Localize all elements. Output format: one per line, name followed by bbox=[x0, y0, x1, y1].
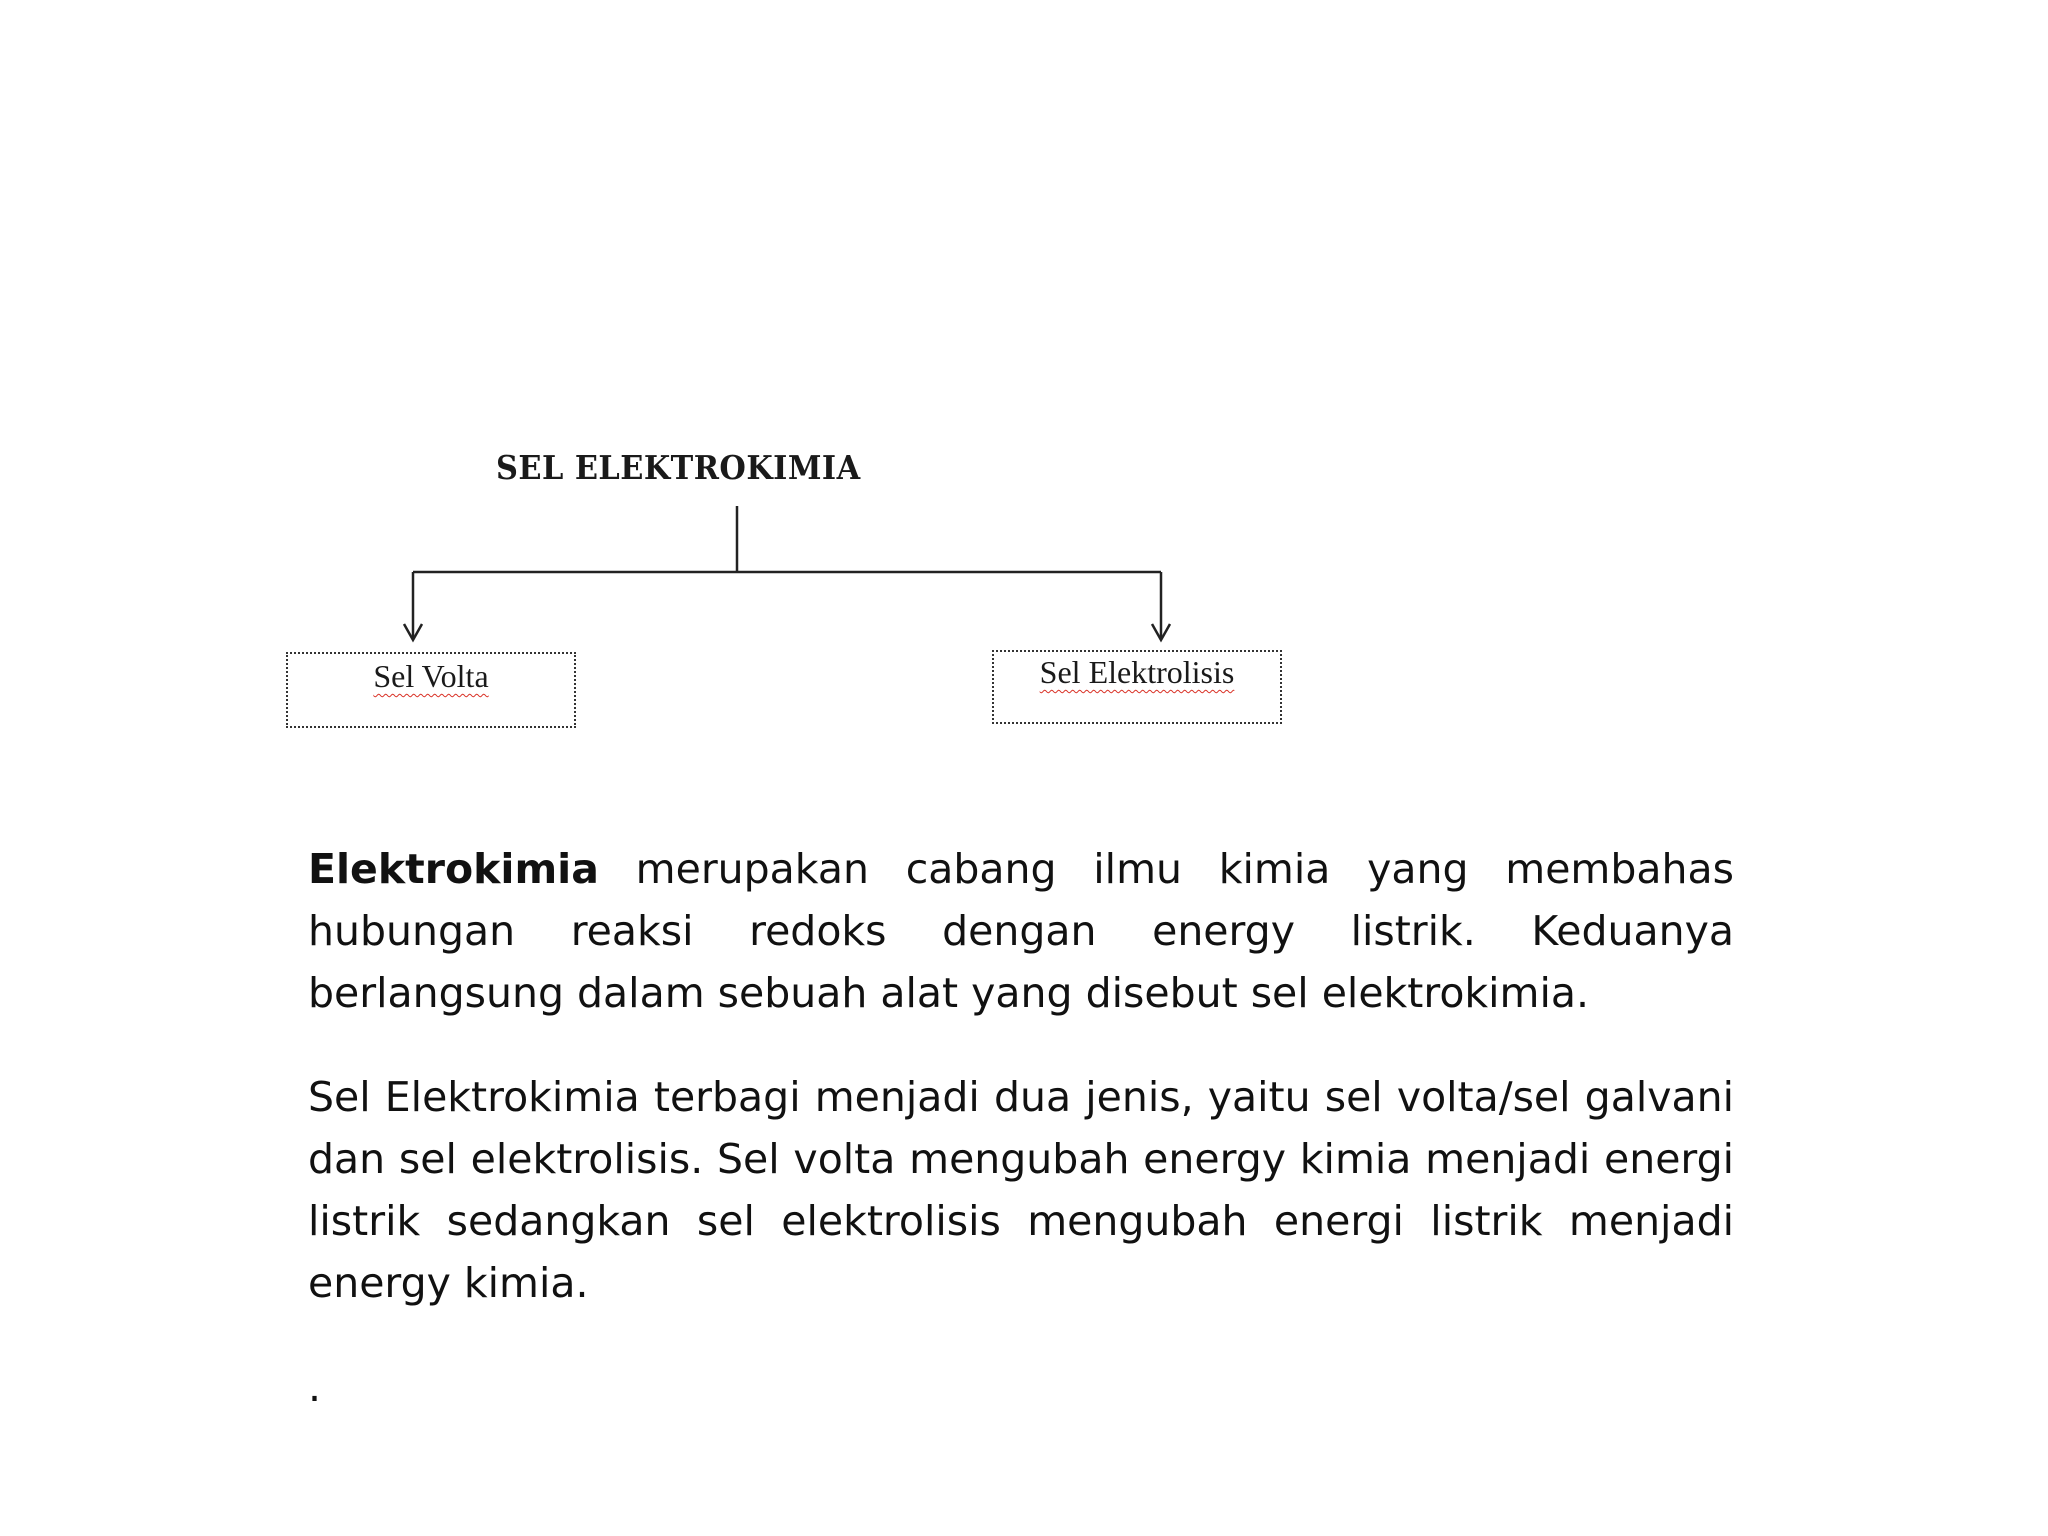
node-sel-elektrolisis bbox=[992, 650, 1282, 724]
paragraph-definition bbox=[308, 838, 1734, 1024]
term-elektrokimia: Elektrokimia bbox=[308, 845, 599, 893]
body-text bbox=[308, 838, 1734, 1460]
node-sel-volta-label: Sel Volta bbox=[373, 658, 489, 694]
diagram-title: SEL ELEKTROKIMIA bbox=[496, 448, 861, 487]
paragraph-types: Sel Elektrokimia terbagi menjadi dua jenis, yaitu sel volta/sel galvani dan sel elektrolisis. Sel volta mengubah energy kimia menjadi energi listrik sedangkan sel elektrolisis mengubah energi listrik menjadi energy kimia. bbox=[308, 1073, 1734, 1307]
paragraph-definition-text: merupakan cabang ilmu kimia yang membahas hubungan reaksi redoks dengan energy listrik. Keduanya berlangsung dalam sebuah alat yang disebut sel elektrokimia. bbox=[308, 845, 1734, 1017]
trailing-dot: . bbox=[308, 1363, 322, 1411]
node-sel-elektrolisis-label: Sel Elektrolisis bbox=[1039, 654, 1235, 690]
node-sel-volta bbox=[286, 652, 576, 728]
